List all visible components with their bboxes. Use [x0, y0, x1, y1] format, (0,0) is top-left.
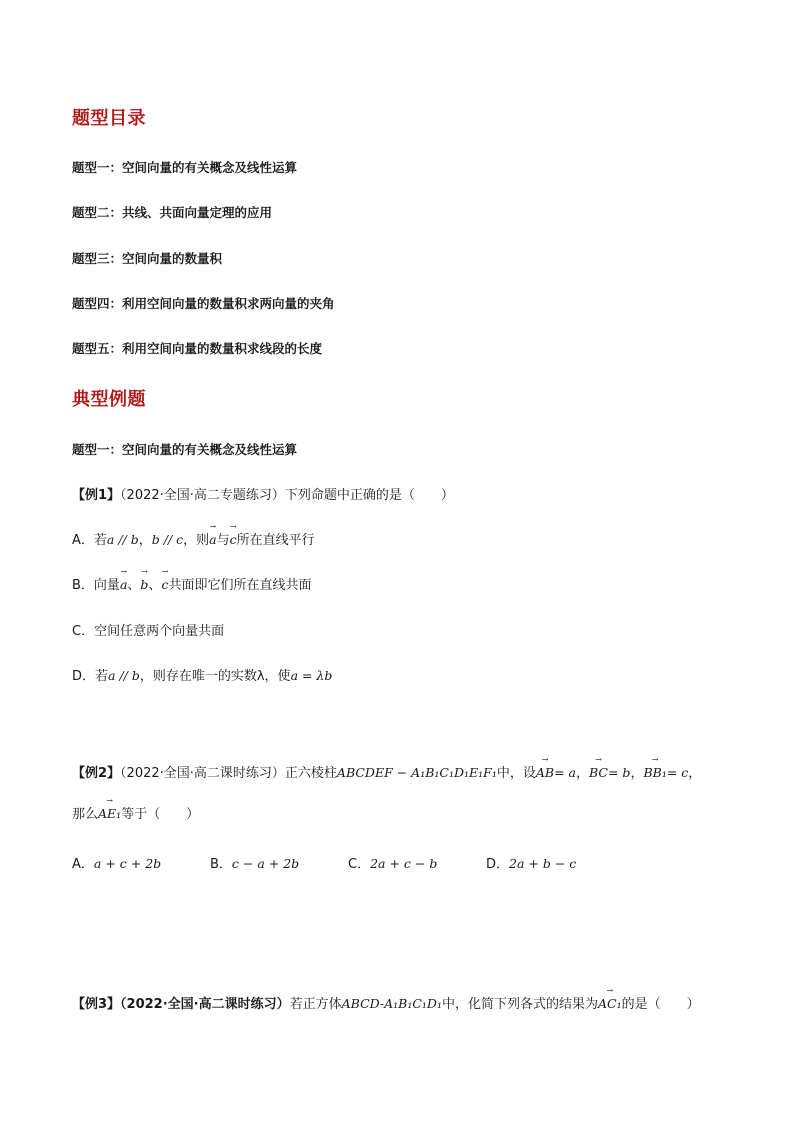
toc-title: 题型目录: [72, 108, 146, 129]
example2-option-a: A．a + c + 2b: [72, 856, 162, 872]
example1-source: （2022·全国·高二专题练习）: [120, 488, 285, 503]
example2-label: 【例2】: [72, 766, 121, 781]
example2-option-c: C．2a + c − b: [348, 856, 438, 872]
example1-option-d: D．若a // b，则存在唯一的实数λ，使a = λb: [72, 668, 333, 684]
example1-label: 【例1】: [72, 488, 121, 503]
toc-item-4: 题型四：利用空间向量的数量积求两向量的夹角: [72, 296, 335, 311]
toc-item-5: 题型五：利用空间向量的数量积求线段的长度: [72, 341, 323, 356]
example2-option-b: B．c − a + 2b: [210, 856, 300, 872]
example2-stem-line2: 那么→ AE₁等于（ ）: [72, 803, 199, 822]
examples-title: 典型例题: [72, 389, 146, 410]
toc-item-3: 题型三：空间向量的数量积: [72, 251, 223, 266]
toc-item-2: 题型二：共线、共面向量定理的应用: [72, 205, 273, 220]
examples-subtitle: 题型一：空间向量的有关概念及线性运算: [72, 442, 298, 457]
example1-option-a: A．若a // b，b // c，则→ a与→ c所在直线平行: [72, 529, 315, 548]
example2-option-d: D．2a + b − c: [486, 856, 577, 872]
example1-option-b: B．向量→ a、→ b、→ c共面即它们所在直线共面: [72, 574, 311, 593]
example1-stem: [72, 484, 454, 503]
example3-stem: 【例3】（2022·全国·高二课时练习）若正方体ABCD-A₁B₁C₁D₁中，化简下列各式的结果为→ AC₁的是（ ）: [72, 993, 700, 1012]
toc-item-1: 题型一：空间向量的有关概念及线性运算: [72, 160, 298, 175]
example3-label: 【例3】: [72, 997, 121, 1012]
example2-stem: 【例2】（2022·全国·高二课时练习）正六棱柱ABCDEF − A₁B₁C₁D₁E₁F₁中，设→ AB= a，→ BC= b，→ BB₁= c，: [72, 762, 701, 781]
example1-option-c: C．空间任意两个向量共面: [72, 624, 225, 639]
example1-question: 下列命题中正确的是（ ）: [284, 488, 454, 503]
